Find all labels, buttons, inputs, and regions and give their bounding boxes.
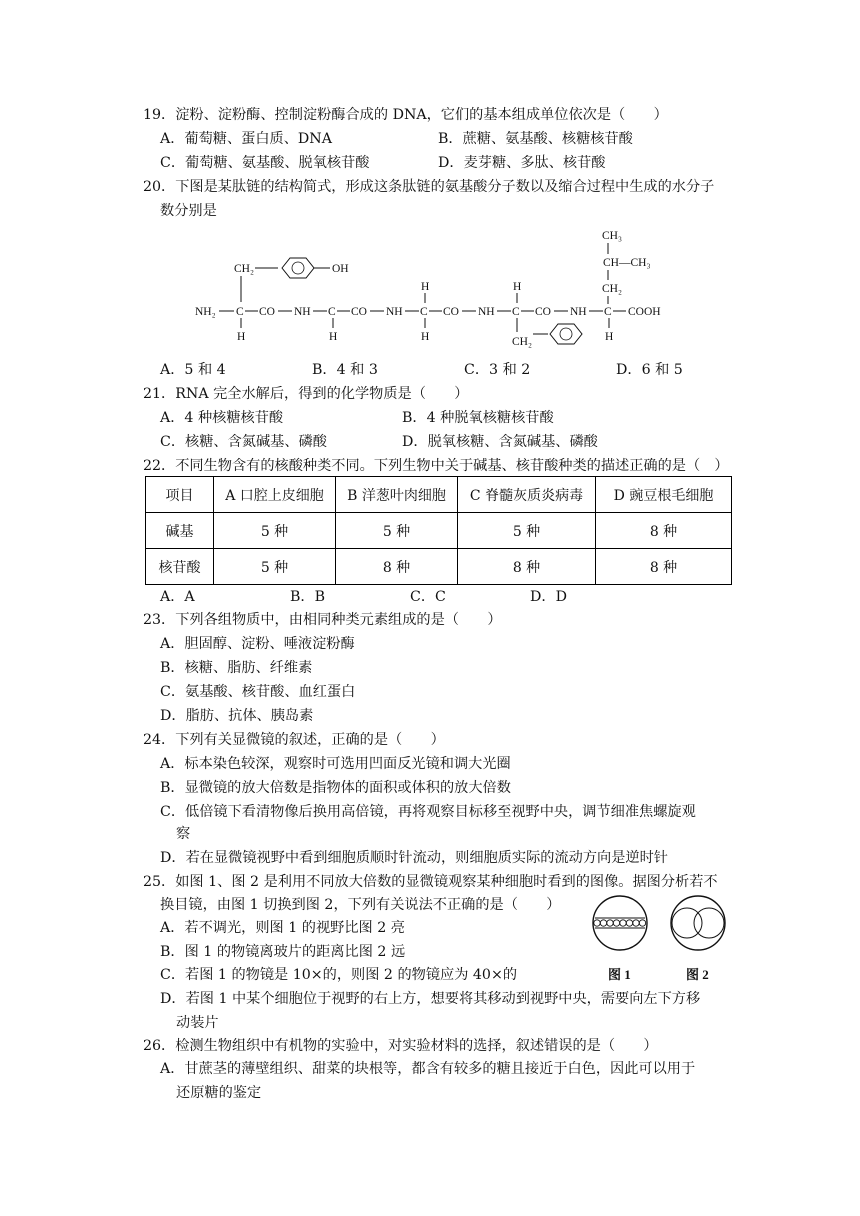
peptide-structural-formula <box>0 222 860 357</box>
q25-option-d: D．若图 1 中某个细胞位于视野的右上方，想要将其移动到视野中央，需要向左下方移 <box>160 991 701 1007</box>
q24-option-b: B．显微镜的放大倍数是指物体的面积或体积的放大倍数 <box>160 780 511 796</box>
q20-stem-line1: 20．下图是某肽链的结构简式，形成这条肽链的氨基酸分子数以及缩合过程中生成的水分子 <box>143 179 715 195</box>
svg-text:C: C <box>420 306 428 318</box>
table-header-row <box>146 477 732 513</box>
q19-stem: 19．淀粉、淀粉酶、控制淀粉酶合成的 DNA，它们的基本组成单位依次是（ ） <box>143 107 668 123</box>
table-cell: 5 种 <box>336 513 458 549</box>
table-row <box>146 549 732 585</box>
svg-text:C: C <box>236 306 244 318</box>
benzene-ring-phenylalanine <box>550 324 582 344</box>
svg-text:NH: NH <box>478 306 495 318</box>
table-header-cell: D 豌豆根毛细胞 <box>596 477 732 513</box>
q23-stem: 23．下列各组物质中，由相同种类元素组成的是（ ） <box>143 612 502 628</box>
svg-text:NH: NH <box>294 306 311 318</box>
figure1-label: 图 1 <box>608 967 631 982</box>
svg-text:H: H <box>329 331 338 343</box>
svg-text:CO: CO <box>259 306 275 318</box>
q24-option-c: C．低倍镜下看清物像后换用高倍镜，再将观察目标移至视野中央，调节细准焦螺旋观 <box>160 804 696 820</box>
q20-option-a: A．5 和 4 <box>160 362 226 378</box>
q20-stem-line2: 数分别是 <box>160 203 217 219</box>
figure2-label: 图 2 <box>686 967 709 982</box>
q19-option-a: A．葡萄糖、蛋白质、DNA <box>160 131 332 147</box>
q21-option-b: B．4 种脱氧核糖核苷酸 <box>402 410 554 426</box>
table-cell: 5 种 <box>214 549 336 585</box>
table-cell: 8 种 <box>336 549 458 585</box>
q22-stem: 22．不同生物含有的核酸种类不同。下列生物中关于碱基、核苷酸种类的描述正确的是（ ） <box>143 458 729 474</box>
q22-option-a: A．A <box>160 589 195 605</box>
svg-text:H: H <box>421 281 430 293</box>
formula-ch2-top: CH₂ <box>602 283 622 295</box>
svg-text:C: C <box>512 306 520 318</box>
q26-stem: 26．检测生物组织中有机物的实验中，对实验材料的选择，叙述错误的是（ ） <box>143 1038 658 1054</box>
svg-text:H: H <box>237 331 246 343</box>
q23-option-b: B．核糖、脂肪、纤维素 <box>160 660 313 676</box>
table-cell: 8 种 <box>596 549 732 585</box>
q25-stem-line1: 25．如图 1、图 2 是利用不同放大倍数的显微镜观察某种细胞时看到的图像。据图分析若不 <box>143 874 718 890</box>
formula-ch-ch3: CH—CH₃ <box>603 257 651 269</box>
q20-option-b: B．4 和 3 <box>312 362 378 378</box>
table-header-cell: B 洋葱叶肉细胞 <box>336 477 458 513</box>
q26-option-a: A．甘蔗茎的薄壁组织、甜菜的块根等，都含有较多的糖且接近于白色，因此可以用于 <box>160 1061 696 1077</box>
table-row <box>146 513 732 549</box>
q21-option-c: C．核糖、含氮碱基、磷酸 <box>160 434 327 450</box>
q22-option-b: B．B <box>290 589 326 605</box>
q25-option-d-cont: 动装片 <box>176 1015 219 1031</box>
table-header-cell: C 脊髓灰质炎病毒 <box>458 477 596 513</box>
q25-option-b: B．图 1 的物镜离玻片的距离比图 2 远 <box>160 944 406 960</box>
formula-cooh: COOH <box>628 306 661 318</box>
table-header-cell: A 口腔上皮细胞 <box>214 477 336 513</box>
q25-stem-line2: 换目镜，由图 1 切换到图 2，下列有关说法不正确的是（ ） <box>160 897 561 913</box>
q20-option-d: D．6 和 5 <box>616 362 683 378</box>
q21-option-a: A．4 种核糖核苷酸 <box>160 410 284 426</box>
formula-ch2-left: CH₂ <box>234 263 254 275</box>
q20-option-c: C．3 和 2 <box>464 362 531 378</box>
q24-stem: 24．下列有关显微镜的叙述，正确的是（ ） <box>143 732 445 748</box>
table-cell: 5 种 <box>214 513 336 549</box>
svg-text:NH: NH <box>386 306 403 318</box>
q21-option-d: D．脱氧核糖、含氮碱基、磷酸 <box>402 434 598 450</box>
q26-option-a-cont: 还原糖的鉴定 <box>176 1085 262 1101</box>
q24-option-a: A．标本染色较深，观察时可选用凹面反光镜和调大光圈 <box>160 756 511 772</box>
svg-text:CO: CO <box>351 306 367 318</box>
q24-option-c-cont: 察 <box>176 826 191 842</box>
svg-text:NH: NH <box>570 306 587 318</box>
microscope-view-figures <box>586 895 742 987</box>
table-cell: 碱基 <box>146 513 214 549</box>
table-cell: 8 种 <box>458 549 596 585</box>
q22-option-d: D．D <box>530 589 567 605</box>
q19-option-b: B．蔗糖、氨基酸、核糖核苷酸 <box>438 131 633 147</box>
svg-text:H: H <box>513 281 522 293</box>
q22-option-c: C．C <box>410 589 446 605</box>
figure2-view <box>671 896 725 950</box>
formula-oh: OH <box>332 263 349 275</box>
formula-nh2: NH₂ <box>195 306 216 318</box>
svg-text:H: H <box>421 331 430 343</box>
q25-option-c: C．若图 1 的物镜是 10×的，则图 2 的物镜应为 40×的 <box>160 967 518 983</box>
table-cell: 5 种 <box>458 513 596 549</box>
svg-text:H: H <box>605 331 614 343</box>
svg-text:CO: CO <box>535 306 551 318</box>
svg-text:C: C <box>604 306 612 318</box>
q22-nucleic-acid-table <box>145 476 732 585</box>
table-cell: 8 种 <box>596 513 732 549</box>
q23-option-c: C．氨基酸、核苷酸、血红蛋白 <box>160 684 356 700</box>
table-header-cell: 项目 <box>146 477 214 513</box>
benzene-ring-tyrosine <box>282 258 314 278</box>
formula-ch3-top: CH₃ <box>602 230 622 242</box>
q23-option-a: A．胆固醇、淀粉、唾液淀粉酶 <box>160 636 355 652</box>
formula-ch2-bottom: CH₂ <box>512 336 532 348</box>
q23-option-d: D．脂肪、抗体、胰岛素 <box>160 708 314 724</box>
table-cell: 核苷酸 <box>146 549 214 585</box>
q19-option-c: C．葡萄糖、氨基酸、脱氧核苷酸 <box>160 155 370 171</box>
svg-text:C: C <box>328 306 336 318</box>
q24-option-d: D．若在显微镜视野中看到细胞质顺时针流动，则细胞质实际的流动方向是逆时针 <box>160 850 668 866</box>
q21-stem: 21．RNA 完全水解后，得到的化学物质是（ ） <box>143 386 469 402</box>
svg-text:CO: CO <box>443 306 459 318</box>
q19-option-d: D．麦芽糖、多肽、核苷酸 <box>438 155 606 171</box>
q25-option-a: A．若不调光，则图 1 的视野比图 2 亮 <box>160 920 405 936</box>
